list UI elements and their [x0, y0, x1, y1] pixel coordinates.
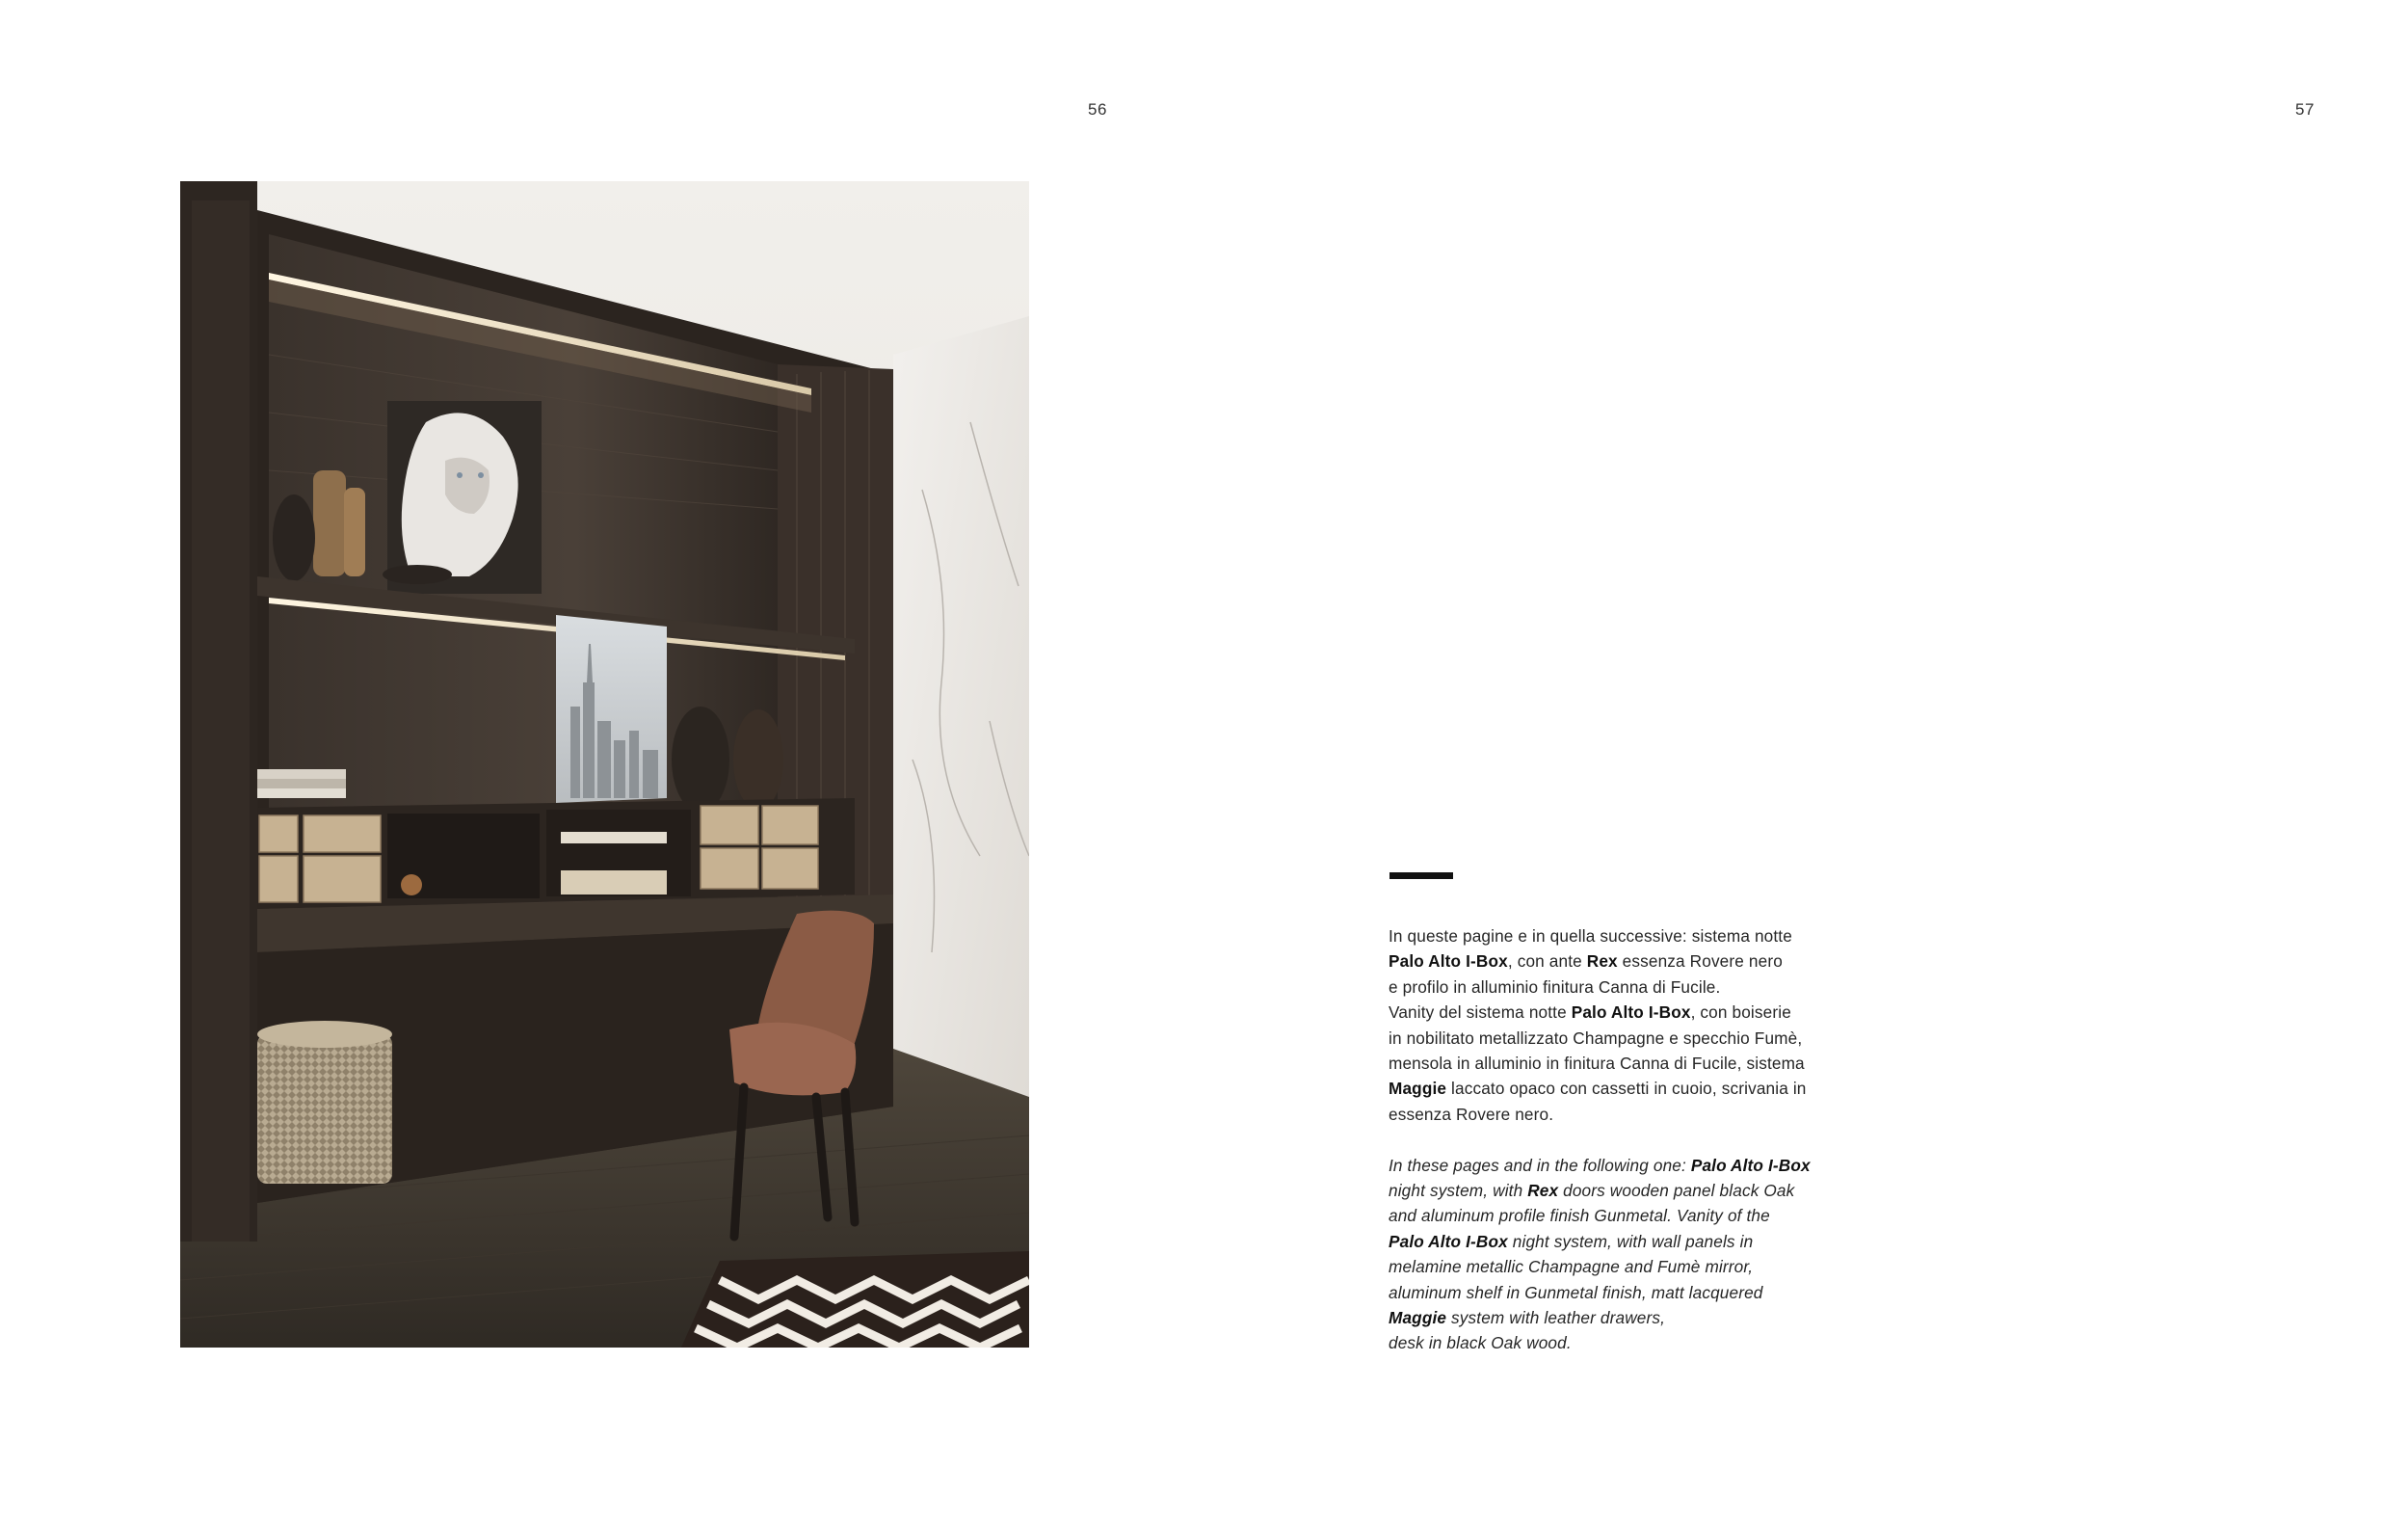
line: melamine metallic Champagne and Fumè mirror, — [1389, 1257, 1754, 1277]
interior-photo — [180, 181, 1029, 1348]
caption-english — [1389, 1153, 1928, 1356]
line: Vanity del sistema notte Palo Alto I-Box, con boiserie — [1389, 1002, 1791, 1023]
line: e profilo in alluminio finitura Canna di Fucile. — [1389, 976, 1721, 997]
line: and aluminum profile finish Gunmetal. Vanity of the — [1389, 1206, 1770, 1226]
accent-bar — [1389, 872, 1453, 879]
line: desk in black Oak wood. — [1389, 1333, 1572, 1353]
caption-italian — [1389, 923, 1928, 1127]
line: In queste pagine e in quella successive: sistema notte — [1389, 926, 1792, 946]
line: essenza Rovere nero. — [1389, 1104, 1554, 1124]
line: In these pages and in the following one: Palo Alto I-Box — [1389, 1155, 1811, 1175]
line: Palo Alto I-Box, con ante Rex essenza Rovere nero — [1389, 951, 1783, 972]
page-number-left: 56 — [1088, 100, 1107, 119]
line: Palo Alto I-Box night system, with wall panels in — [1389, 1231, 1754, 1251]
line: Maggie laccato opaco con cassetti in cuoio, scrivania in — [1389, 1079, 1807, 1099]
line: in nobilitato metallizzato Champagne e specchio Fumè, — [1389, 1028, 1803, 1048]
page-number-right: 57 — [2295, 100, 2315, 119]
line: aluminum shelf in Gunmetal finish, matt lacquered — [1389, 1282, 1763, 1302]
line: mensola in alluminio in finitura Canna di Fucile, sistema — [1389, 1054, 1805, 1074]
caption-text — [1389, 923, 1928, 1356]
line: night system, with Rex doors wooden panel black Oak — [1389, 1181, 1795, 1201]
line: Maggie system with leather drawers, — [1389, 1308, 1666, 1328]
